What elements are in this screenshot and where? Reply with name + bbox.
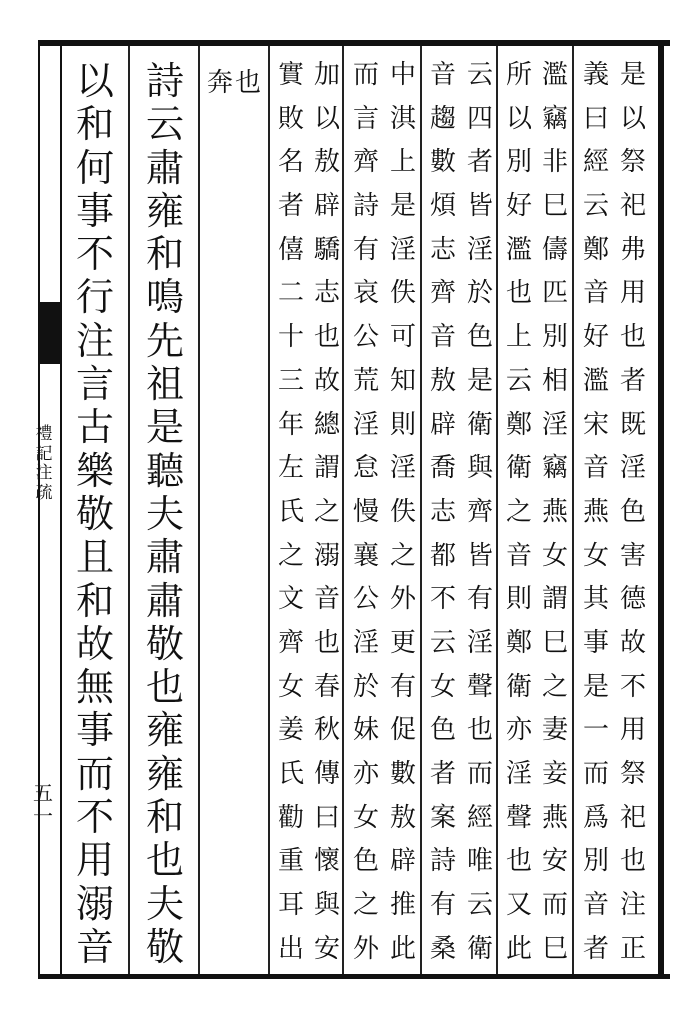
text-char: 故	[313, 365, 340, 396]
text-column-8	[347, 62, 385, 962]
text-char: 傳	[313, 759, 340, 789]
text-char: 怠	[352, 453, 379, 484]
text-char: 淇	[389, 103, 416, 134]
text-char: 濫	[505, 234, 532, 265]
text-char: 故	[75, 621, 114, 666]
text-column-12	[140, 59, 190, 969]
text-char: 荒	[352, 365, 379, 396]
text-char: 云	[429, 627, 456, 658]
text-char: 宋	[582, 409, 609, 440]
text-char: 音	[429, 60, 456, 90]
text-char: 女	[582, 540, 609, 571]
text-char: 女	[429, 671, 456, 702]
text-char: 儔	[541, 234, 568, 265]
text-char: 佚	[389, 278, 416, 309]
text-char: 云	[145, 102, 184, 147]
text-char: 勸	[277, 802, 304, 833]
text-char: 皆	[466, 540, 493, 571]
text-char: 與	[466, 453, 493, 484]
text-char: 驕	[313, 234, 340, 265]
text-char: 妾	[541, 759, 568, 789]
text-char: 而	[75, 751, 114, 796]
text-column-3	[536, 62, 574, 962]
text-char: 是	[389, 191, 416, 222]
text-char: 匹	[541, 278, 568, 309]
text-char: 此	[389, 933, 416, 964]
text-char: 氏	[277, 496, 304, 527]
text-char: 淫	[541, 409, 568, 440]
text-char: 以	[313, 103, 340, 134]
text-char: 巳	[541, 933, 568, 964]
text-char: 音	[582, 453, 609, 484]
text-char: 外	[389, 584, 416, 615]
text-char: 數	[389, 759, 416, 789]
text-char: 事	[582, 627, 609, 658]
text-char: 祖	[145, 362, 184, 407]
text-char: 敖	[429, 365, 456, 396]
text-char: 淫	[352, 409, 379, 440]
text-char: 雍	[145, 708, 184, 753]
text-char: 既	[619, 409, 646, 440]
top-border	[38, 40, 670, 46]
text-char: 非	[541, 147, 568, 178]
text-char: 也	[145, 838, 184, 883]
text-char: 云	[582, 191, 609, 222]
text-char: 知	[389, 365, 416, 396]
text-char: 別	[582, 846, 609, 877]
text-char: 事	[75, 188, 114, 233]
text-char: 有	[389, 671, 416, 702]
text-char: 祭	[619, 147, 646, 178]
text-char: 燕	[582, 496, 609, 527]
inner-left-border	[60, 46, 62, 974]
text-char: 且	[75, 535, 114, 580]
text-char: 好	[582, 322, 609, 353]
text-char: 聽	[145, 448, 184, 493]
text-char: 出	[277, 933, 304, 964]
text-char: 音	[505, 540, 532, 571]
text-char: 色	[466, 322, 493, 353]
text-char: 可	[389, 322, 416, 353]
text-char: 溺	[75, 881, 114, 926]
text-char: 經	[582, 147, 609, 178]
text-char: 慢	[352, 496, 379, 527]
text-char: 女	[352, 802, 379, 833]
text-char: 用	[75, 838, 114, 883]
text-char: 不	[75, 795, 114, 840]
text-char: 也	[505, 278, 532, 309]
text-char: 音	[313, 584, 340, 615]
text-char: 之	[313, 496, 340, 527]
text-column-5	[461, 62, 499, 962]
text-char: 妹	[352, 715, 379, 746]
text-char: 敬	[145, 621, 184, 666]
text-char: 促	[389, 715, 416, 746]
text-char: 害	[619, 540, 646, 571]
text-char: 淫	[466, 234, 493, 265]
text-char: 所	[505, 60, 532, 90]
title-char: 注	[35, 463, 53, 484]
text-char: 上	[389, 147, 416, 178]
text-char: 夫	[145, 881, 184, 926]
text-char: 春	[313, 671, 340, 702]
text-char: 而	[541, 890, 568, 921]
fishtail-mark	[38, 302, 62, 364]
text-char: 佚	[389, 496, 416, 527]
text-char: 詩	[145, 59, 184, 103]
text-char: 也	[313, 627, 340, 658]
text-char: 齊	[466, 496, 493, 527]
book-title	[30, 425, 58, 503]
text-char: 鄭	[582, 234, 609, 265]
text-char: 音	[429, 322, 456, 353]
text-char: 三	[277, 365, 304, 396]
text-char: 於	[466, 278, 493, 309]
text-char: 敬	[145, 924, 184, 969]
text-char: 爲	[582, 802, 609, 833]
text-char: 安	[541, 846, 568, 877]
text-char: 女	[277, 671, 304, 702]
text-char: 之	[541, 671, 568, 702]
text-char: 女	[541, 540, 568, 571]
text-char: 奔	[206, 68, 233, 98]
text-char: 皆	[466, 191, 493, 222]
text-char: 言	[352, 103, 379, 134]
text-char: 故	[619, 627, 646, 658]
text-char: 鄭	[505, 409, 532, 440]
column-divider	[198, 46, 200, 974]
text-char: 志	[429, 234, 456, 265]
text-char: 又	[505, 890, 532, 921]
text-char: 之	[505, 496, 532, 527]
text-char: 肅	[145, 145, 184, 190]
text-char: 淫	[389, 234, 416, 265]
text-char: 秋	[313, 715, 340, 746]
text-char: 而	[466, 759, 493, 789]
text-char: 也	[145, 665, 184, 710]
text-char: 懷	[313, 846, 340, 877]
text-char: 肅	[145, 535, 184, 580]
text-char: 竊	[541, 103, 568, 134]
text-char: 云	[466, 890, 493, 921]
text-char: 都	[429, 540, 456, 571]
text-char: 姜	[277, 715, 304, 746]
text-char: 僖	[277, 234, 304, 265]
text-char: 弗	[619, 234, 646, 265]
text-char: 數	[429, 147, 456, 178]
text-char: 色	[619, 496, 646, 527]
text-char: 煩	[429, 191, 456, 222]
text-char: 用	[619, 715, 646, 746]
text-char: 有	[352, 234, 379, 265]
text-char: 淫	[466, 627, 493, 658]
text-char: 而	[582, 759, 609, 789]
text-char: 敖	[313, 147, 340, 178]
text-char: 一	[582, 715, 609, 746]
text-column-13	[70, 59, 120, 969]
text-char: 辟	[313, 191, 340, 222]
text-char: 趨	[429, 103, 456, 134]
text-char: 公	[352, 322, 379, 353]
text-char: 者	[429, 759, 456, 789]
text-char: 淫	[389, 453, 416, 484]
text-char: 樂	[75, 448, 114, 493]
text-char: 齊	[352, 147, 379, 178]
text-char: 詩	[429, 846, 456, 877]
text-char: 正	[619, 933, 646, 964]
page-number-char: 一	[33, 804, 53, 828]
text-char: 辟	[429, 409, 456, 440]
text-char: 加	[313, 60, 340, 90]
text-char: 則	[389, 409, 416, 440]
text-char: 音	[75, 924, 114, 969]
text-char: 行	[75, 275, 114, 320]
text-char: 和	[145, 232, 184, 277]
text-column-6	[424, 62, 462, 962]
text-char: 重	[277, 846, 304, 877]
text-char: 其	[582, 584, 609, 615]
text-char: 亦	[352, 759, 379, 789]
text-char: 耳	[277, 890, 304, 921]
text-char: 竊	[541, 453, 568, 484]
text-char: 雍	[145, 751, 184, 796]
text-char: 色	[429, 715, 456, 746]
text-char: 亦	[505, 715, 532, 746]
text-char: 和	[75, 578, 114, 623]
text-char: 肅	[145, 578, 184, 623]
text-char: 言	[75, 362, 114, 407]
title-char: 禮	[35, 424, 53, 444]
text-char: 夫	[145, 491, 184, 536]
text-char: 古	[75, 405, 114, 450]
text-char: 義	[582, 60, 609, 90]
text-char: 襄	[352, 540, 379, 571]
right-border	[658, 40, 664, 979]
text-char: 辟	[389, 846, 416, 877]
text-char: 也	[619, 322, 646, 353]
text-char: 云	[466, 60, 493, 90]
text-char: 上	[505, 322, 532, 353]
text-char: 溺	[313, 540, 340, 571]
text-char: 音	[582, 890, 609, 921]
text-char: 以	[75, 59, 114, 103]
text-char: 相	[541, 365, 568, 396]
text-column-4	[500, 62, 538, 962]
text-char: 志	[313, 278, 340, 309]
text-char: 淫	[619, 453, 646, 484]
text-char: 也	[466, 715, 493, 746]
text-char: 哀	[352, 278, 379, 309]
text-char: 是	[466, 365, 493, 396]
text-char: 好	[505, 191, 532, 222]
text-char: 淫	[352, 627, 379, 658]
text-char: 祀	[619, 191, 646, 222]
text-char: 燕	[541, 496, 568, 527]
text-char: 而	[352, 60, 379, 90]
text-char: 曰	[582, 103, 609, 134]
text-column-1	[614, 62, 652, 962]
text-char: 四	[466, 103, 493, 134]
text-char: 德	[619, 584, 646, 615]
text-char: 桑	[429, 933, 456, 964]
text-char: 不	[429, 584, 456, 615]
text-char: 志	[429, 496, 456, 527]
text-char: 也	[505, 846, 532, 877]
text-char: 總	[313, 409, 340, 440]
text-char: 鳴	[145, 275, 184, 320]
text-char: 鄭	[505, 627, 532, 658]
text-char: 濫	[582, 365, 609, 396]
text-char: 十	[277, 322, 304, 353]
text-char: 和	[145, 795, 184, 840]
text-char: 經	[466, 802, 493, 833]
text-char: 敖	[389, 802, 416, 833]
text-column-9	[308, 62, 346, 962]
text-char: 以	[505, 103, 532, 134]
text-char: 更	[389, 627, 416, 658]
text-char: 妻	[541, 715, 568, 746]
text-char: 齊	[429, 278, 456, 309]
text-char: 者	[582, 933, 609, 964]
text-column-7	[384, 62, 422, 962]
text-char: 中	[389, 60, 416, 90]
text-char: 外	[352, 933, 379, 964]
text-char: 和	[75, 102, 114, 147]
text-char: 是	[619, 60, 646, 90]
page-number	[26, 782, 60, 828]
text-char: 是	[145, 405, 184, 450]
text-char: 推	[389, 890, 416, 921]
title-char: 疏	[35, 482, 53, 503]
text-char: 曰	[313, 802, 340, 833]
text-char: 燕	[541, 802, 568, 833]
page-number-char: 五	[33, 781, 53, 805]
text-char: 用	[619, 278, 646, 309]
text-char: 有	[466, 584, 493, 615]
text-char: 云	[505, 365, 532, 396]
text-char: 衛	[466, 933, 493, 964]
text-char: 巳	[541, 191, 568, 222]
text-char: 之	[352, 890, 379, 921]
text-char: 聲	[505, 802, 532, 833]
left-border	[38, 40, 40, 979]
text-char: 衛	[505, 453, 532, 484]
text-char: 先	[145, 318, 184, 363]
text-char: 音	[582, 278, 609, 309]
text-char: 以	[619, 103, 646, 134]
text-char: 雍	[145, 188, 184, 233]
text-char: 聲	[466, 671, 493, 702]
column-divider	[268, 46, 270, 974]
text-char: 二	[277, 278, 304, 309]
text-char: 實	[277, 60, 304, 90]
text-char: 齊	[277, 627, 304, 658]
text-char: 安	[313, 933, 340, 964]
text-char: 年	[277, 409, 304, 440]
text-char: 有	[429, 890, 456, 921]
bottom-border	[38, 974, 670, 979]
text-char: 於	[352, 671, 379, 702]
text-char: 謂	[541, 584, 568, 615]
text-char: 濫	[541, 60, 568, 90]
text-char: 者	[277, 191, 304, 222]
text-char: 衛	[505, 671, 532, 702]
text-char: 色	[352, 846, 379, 877]
text-char: 謂	[313, 453, 340, 484]
text-char: 何	[75, 145, 114, 190]
text-char: 則	[505, 584, 532, 615]
text-char: 別	[541, 322, 568, 353]
text-char: 此	[505, 933, 532, 964]
title-char: 記	[35, 443, 53, 464]
text-char: 文	[277, 584, 304, 615]
text-char: 淫	[505, 759, 532, 789]
text-char: 事	[75, 708, 114, 753]
column-divider	[128, 46, 130, 974]
text-char: 敗	[277, 103, 304, 134]
text-char: 祀	[619, 802, 646, 833]
text-char: 案	[429, 802, 456, 833]
text-char: 氏	[277, 759, 304, 789]
text-char: 別	[505, 147, 532, 178]
text-char: 之	[277, 540, 304, 571]
text-char: 不	[75, 232, 114, 277]
text-char: 名	[277, 147, 304, 178]
text-column-11	[206, 62, 262, 104]
text-char: 左	[277, 453, 304, 484]
text-char: 注	[619, 890, 646, 921]
text-char: 不	[619, 671, 646, 702]
text-char: 喬	[429, 453, 456, 484]
text-char: 公	[352, 584, 379, 615]
text-char: 無	[75, 665, 114, 710]
text-char: 敬	[75, 491, 114, 536]
text-char: 巳	[541, 627, 568, 658]
text-column-10	[272, 62, 310, 962]
text-char: 詩	[352, 191, 379, 222]
text-char: 是	[582, 671, 609, 702]
text-char: 注	[75, 318, 114, 363]
text-char: 也	[619, 846, 646, 877]
text-char: 也	[313, 322, 340, 353]
text-column-2	[577, 62, 615, 962]
text-char: 與	[313, 890, 340, 921]
text-char: 祭	[619, 759, 646, 789]
text-char: 者	[619, 365, 646, 396]
text-char: 也	[235, 68, 262, 98]
text-char: 之	[389, 540, 416, 571]
text-char: 者	[466, 147, 493, 178]
text-char: 唯	[466, 846, 493, 877]
text-char: 衛	[466, 409, 493, 440]
